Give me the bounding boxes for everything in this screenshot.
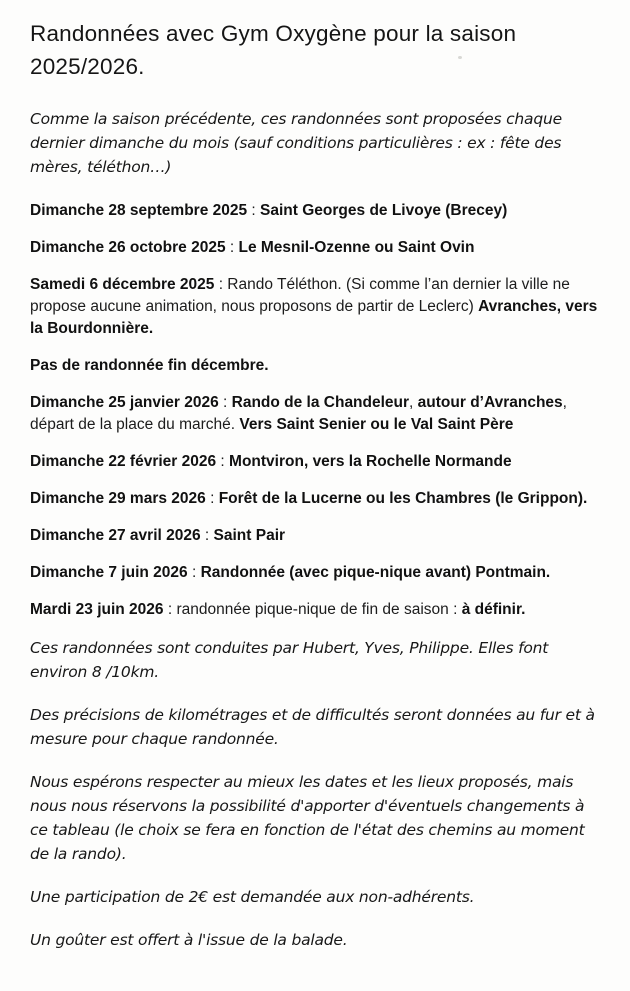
bold-text-run: Dimanche 7 juin 2026 xyxy=(30,564,188,581)
text-run: : xyxy=(247,202,261,219)
bold-text-run: autour d’Avranches xyxy=(417,394,563,411)
hike-entry-december xyxy=(30,274,604,340)
text-run: : xyxy=(200,527,214,544)
no-hike-december-note xyxy=(30,355,604,377)
bold-text-run: Dimanche 26 octobre 2025 xyxy=(30,239,226,256)
hike-entry-february xyxy=(30,451,604,473)
bold-text-run: Mardi 23 juin 2026 xyxy=(30,601,164,618)
hike-entry-october xyxy=(30,237,604,259)
text-run: : xyxy=(225,239,239,256)
bold-text-run: Vers Saint Senier ou le Val Saint Père xyxy=(239,416,514,433)
bold-text-run: Avranches, vers la Bourdonnière. xyxy=(30,298,598,337)
bold-text-run: Randonnée (avec pique-nique avant) Pontmain. xyxy=(200,564,551,581)
hike-entry-january xyxy=(30,392,604,436)
bold-text-run: Saint Georges de Livoye (Brecey) xyxy=(260,202,508,219)
hike-entry-june-23 xyxy=(30,599,604,621)
bold-text-run: Dimanche 29 mars 2026 xyxy=(30,490,206,507)
changes-paragraph: Nous espérons respecter au mieux les dates et les lieux proposés, mais nous nous réservons la possibilité d'apporter d'éventuels changements à ce tableau (le choix se fera en fonction de l'état des chemins au moment de la rando). xyxy=(30,773,585,863)
bold-text-run: Forêt de la Lucerne ou les Chambres (le Grippon). xyxy=(218,490,588,507)
hike-entry-september xyxy=(30,200,604,222)
document-title: Randonnées avec Gym Oxygène pour la saison 2025/2026. xyxy=(30,21,517,79)
hike-entry-june-7 xyxy=(30,562,604,584)
text-run: : xyxy=(187,564,201,581)
snack-paragraph: Un goûter est offert à l'issue de la balade. xyxy=(30,931,348,949)
bold-text-run: Montviron, vers la Rochelle Normande xyxy=(229,453,512,470)
bold-text-run: Samedi 6 décembre 2025 xyxy=(30,276,215,293)
bold-text-run: Le Mesnil-Ozenne ou Saint Ovin xyxy=(238,239,475,256)
text-run: , départ de la place du marché. xyxy=(30,394,567,433)
guides-paragraph: Ces randonnées sont conduites par Hubert, Yves, Philippe. Elles font environ 8 /10km. xyxy=(30,639,549,681)
bold-text-run: Dimanche 22 février 2026 xyxy=(30,453,217,470)
hike-entry-april xyxy=(30,525,604,547)
text-run: , xyxy=(409,394,418,411)
bold-text-run: Dimanche 27 avril 2026 xyxy=(30,527,201,544)
bold-text-run: Saint Pair xyxy=(213,527,286,544)
bold-text-run: Rando de la Chandeleur xyxy=(231,394,410,411)
bold-text-run: Pas de randonnée fin décembre. xyxy=(30,357,269,374)
text-run: : Rando Téléthon. (Si comme l’an dernier la ville ne propose aucune animation, nous proposons de partir de Leclerc) xyxy=(30,276,570,315)
document-content xyxy=(30,17,604,952)
intro-paragraph: Comme la saison précédente, ces randonnées sont proposées chaque dernier dimanche du mois (sauf conditions particulières : ex : fête des mères, téléthon…) xyxy=(30,110,562,176)
text-run: : xyxy=(218,394,232,411)
details-paragraph: Des précisions de kilométrages et de difficultés seront données au fur et à mesure pour chaque randonnée. xyxy=(30,706,595,748)
text-run: : randonnée pique-nique de fin de saison : xyxy=(163,601,462,618)
bold-text-run: Dimanche 25 janvier 2026 xyxy=(30,394,219,411)
bold-text-run: Dimanche 28 septembre 2025 xyxy=(30,202,248,219)
bold-text-run: à définir. xyxy=(461,601,526,618)
text-run: : xyxy=(205,490,219,507)
text-run: : xyxy=(216,453,230,470)
fee-paragraph: Une participation de 2€ est demandée aux non-adhérents. xyxy=(30,888,475,906)
hike-entry-march xyxy=(30,488,604,510)
